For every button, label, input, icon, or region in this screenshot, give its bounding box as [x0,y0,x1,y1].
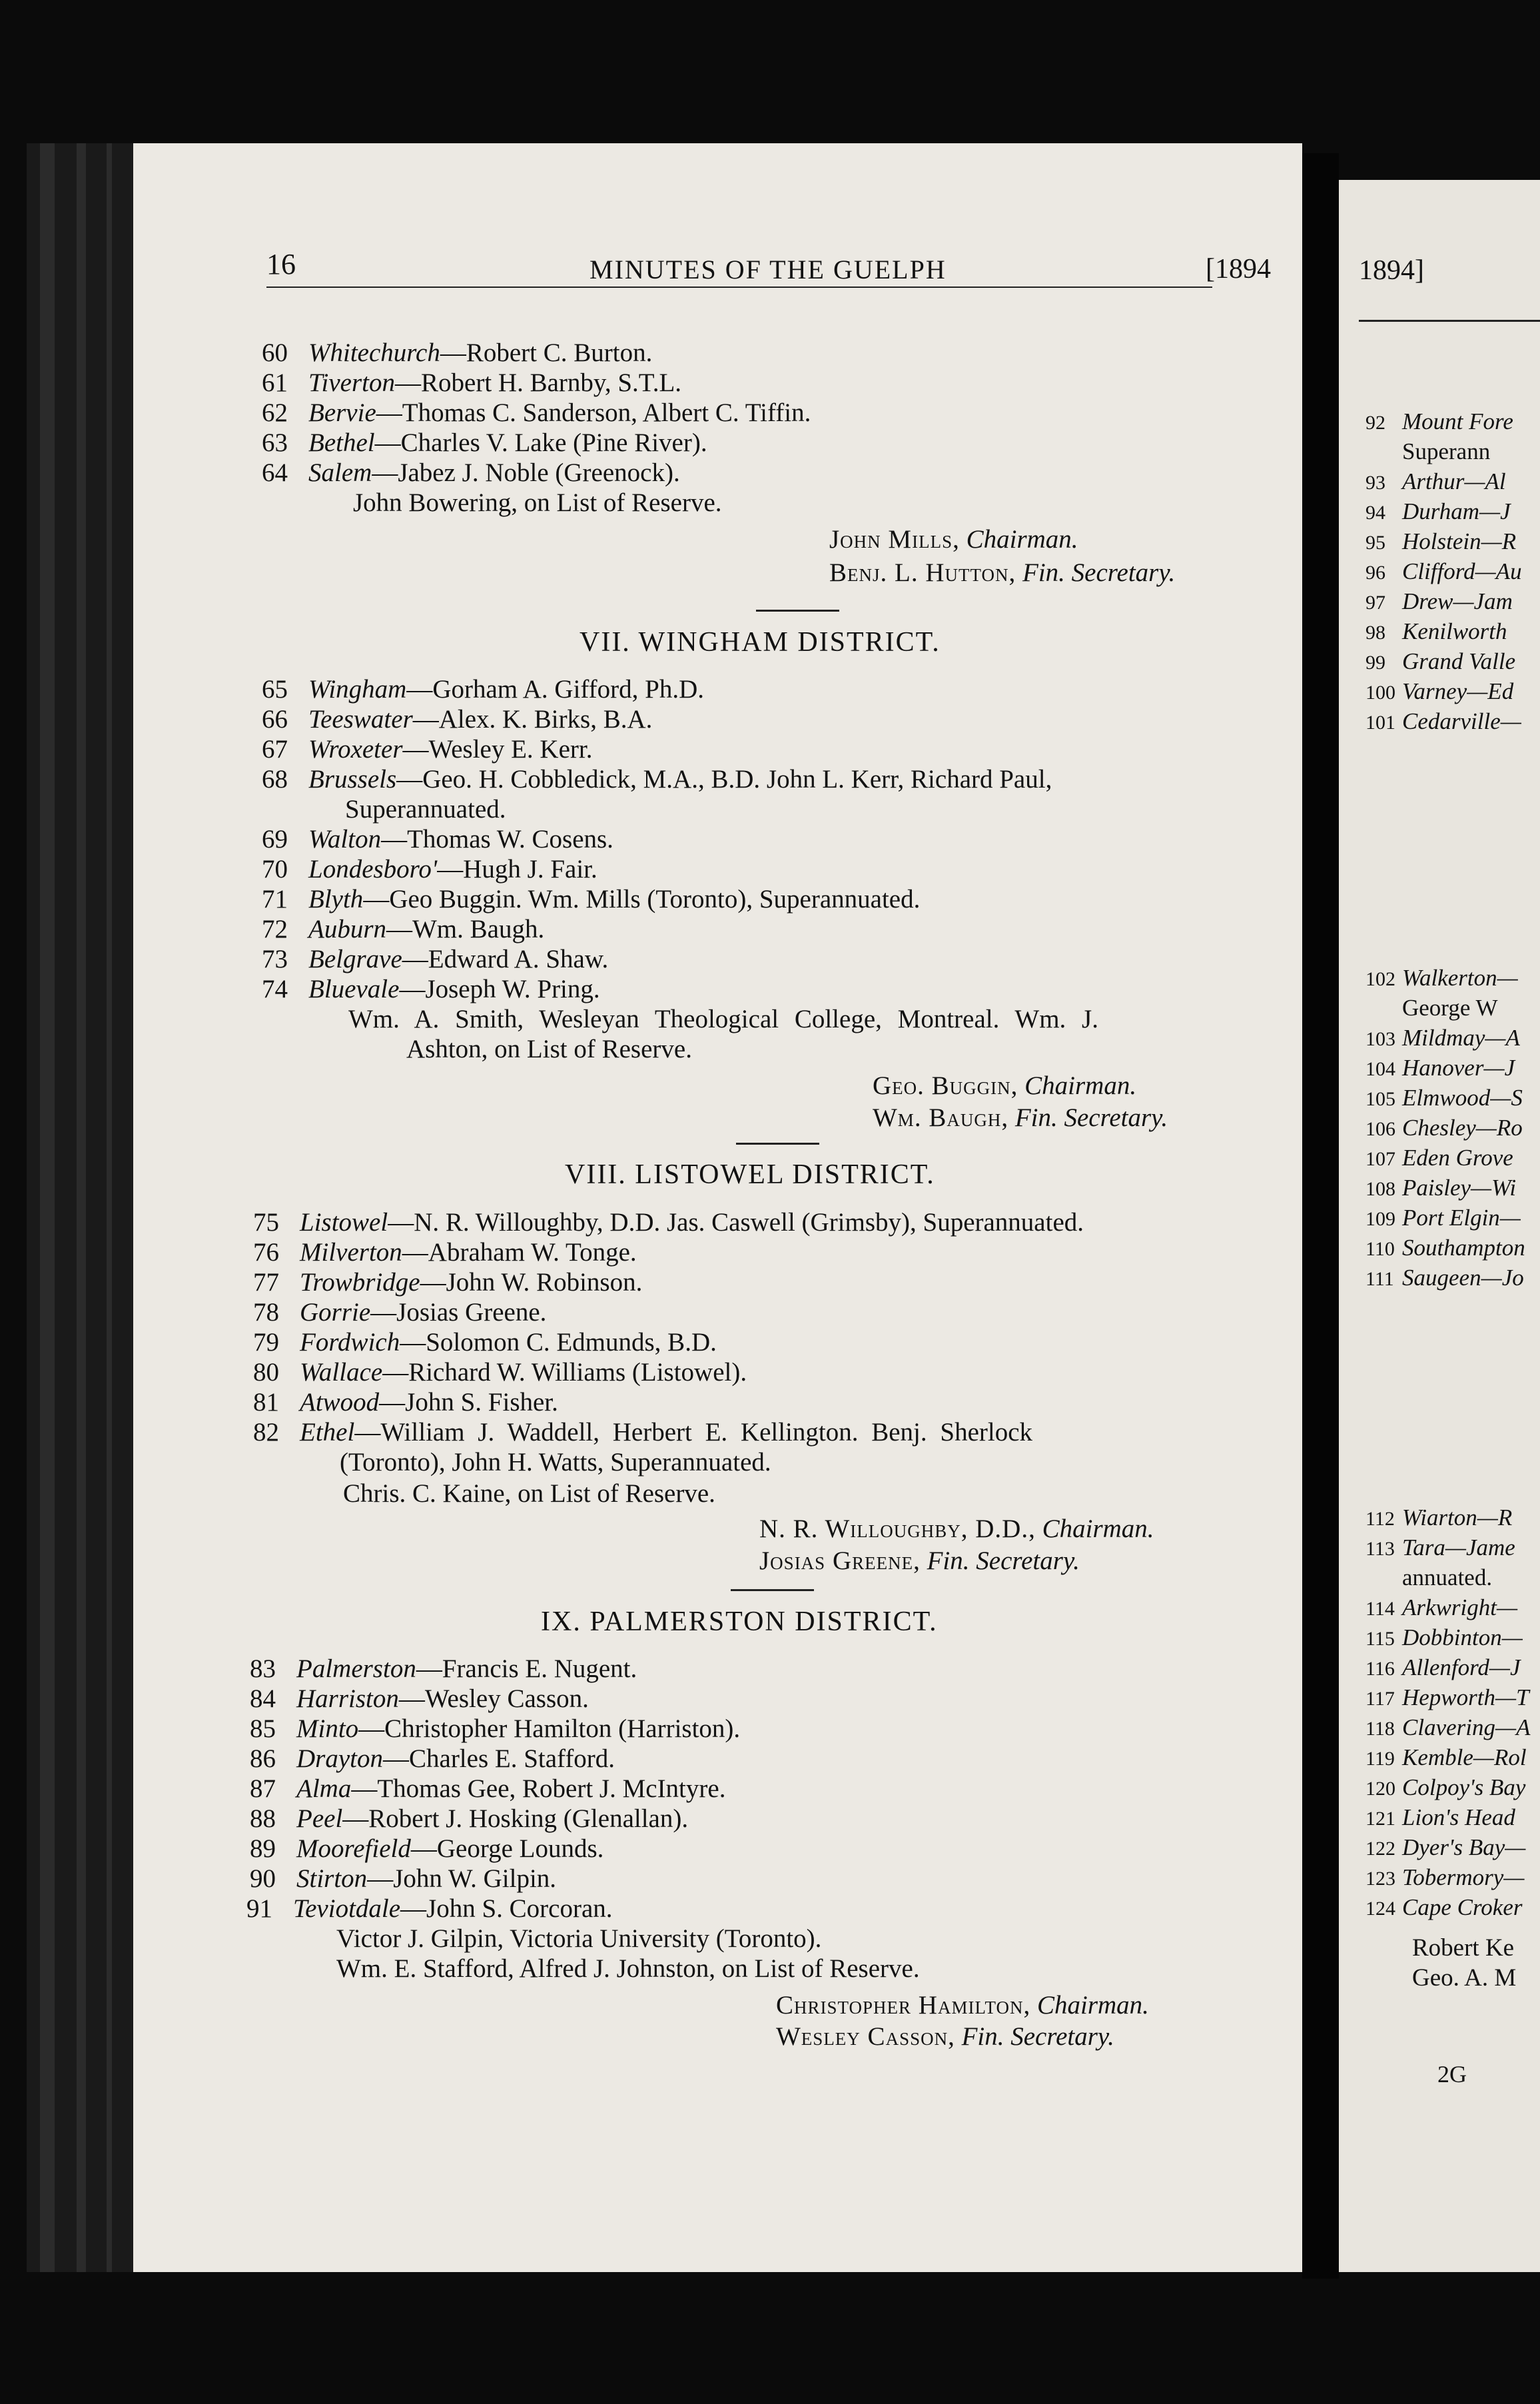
entry-85: 85 Minto—Christopher Hamilton (Harriston). [250,1714,741,1743]
entry-61: 61 Tiverton—Robert H. Barnby, S.T.L. [262,368,682,397]
book-edge [27,143,133,2272]
facing-line: 93 Arthur—Al [1365,468,1506,494]
entry-86: 86 Drayton—Charles E. Stafford. [250,1744,615,1773]
facing-line: 106 Chesley—Ro [1365,1115,1523,1141]
entry-84: 84 Harriston—Wesley Casson. [250,1684,589,1713]
facing-line: 103 Mildmay—A [1365,1025,1520,1051]
facing-line: 118 Clavering—A [1365,1714,1531,1740]
facing-line: 112 Wiarton—R [1365,1504,1513,1530]
facing-line: annuated. [1402,1564,1493,1590]
facing-line: Robert Ke [1412,1934,1515,1962]
book-gutter [1302,153,1339,2279]
facing-line: 97 Drew—Jam [1365,588,1513,614]
facing-line: 98 Kenilworth [1365,618,1507,644]
facing-line: George W [1402,995,1498,1021]
facing-line: 99 Grand Valle [1365,648,1516,674]
entry-87: 87 Alma—Thomas Gee, Robert J. McIntyre. [250,1774,726,1803]
facing-line: 108 Paisley—Wi [1365,1175,1517,1201]
facing-line: 94 Durham—J [1365,498,1511,524]
entry-73: 73 Belgrave—Edward A. Shaw. [262,945,609,973]
entry-64: 64 Salem—Jabez J. Noble (Greenock). [262,458,680,487]
running-title: MINUTES OF THE GUELPH [589,255,947,285]
facing-line: 124 Cape Croker [1365,1894,1523,1920]
facing-line: 117 Hepworth—T [1365,1684,1529,1710]
facing-line: 116 Allenford—J [1365,1654,1521,1680]
entry-66: 66 Teeswater—Alex. K. Birks, B.A. [262,705,653,734]
university-note: Victor J. Gilpin, Victoria University (Toronto). [336,1924,822,1953]
facing-line: Geo. A. M [1412,1964,1517,1992]
facing-line: 123 Tobermory— [1365,1864,1525,1890]
entry-76: 76 Milverton—Abraham W. Tonge. [253,1238,637,1267]
entry-77: 77 Trowbridge—John W. Robinson. [253,1268,643,1297]
entry-70: 70 Londesboro'—Hugh J. Fair. [262,855,597,884]
reserve-note: John Bowering, on List of Reserve. [353,488,722,517]
signature-chairman: N. R. Willoughby, D.D., Chairman. [759,1514,1154,1543]
entry-89: 89 Moorefield—George Lounds. [250,1834,604,1863]
facing-line: 121 Lion's Head [1365,1804,1515,1830]
facing-line: Superann [1402,438,1491,464]
facing-line: 92 Mount Fore [1365,408,1513,434]
facing-line: 102 Walkerton— [1365,965,1518,991]
signature-secretary: Wesley Casson, Fin. Secretary. [776,2022,1114,2051]
entry-75: 75 Listowel—N. R. Willoughby, D.D. Jas. Caswell (Grimsby), Superannuated. [253,1208,1084,1237]
entry-63: 63 Bethel—Charles V. Lake (Pine River). [262,428,707,457]
facing-line: 105 Elmwood—S [1365,1085,1523,1111]
facing-page [1339,180,1540,2272]
signature-mark: 2G [1437,2061,1467,2088]
header-rule [266,287,1212,288]
facing-line: 101 Cedarville— [1365,708,1521,734]
entry-69: 69 Walton—Thomas W. Cosens. [262,825,613,854]
facing-line: 119 Kemble—Rol [1365,1744,1527,1770]
facing-line: 96 Clifford—Au [1365,558,1522,584]
entry-90: 90 Stirton—John W. Gilpin. [250,1864,557,1893]
entry-80: 80 Wallace—Richard W. Williams (Listowel). [253,1358,747,1387]
entry-71: 71 Blyth—Geo Buggin. Wm. Mills (Toronto), Superannuated. [262,885,921,913]
entry-91: 91 Teviotdale—John S. Corcoran. [246,1894,613,1923]
section-divider [731,1589,814,1591]
facing-line: 107 Eden Grove [1365,1145,1513,1171]
facing-line: 122 Dyer's Bay— [1365,1834,1526,1860]
entry-72: 72 Auburn—Wm. Baugh. [262,915,545,943]
facing-line: 104 Hanover—J [1365,1055,1515,1081]
signature-secretary: Wm. Baugh, Fin. Secretary. [873,1103,1168,1132]
reserve-note: Chris. C. Kaine, on List of Reserve. [343,1479,715,1508]
page-number: 16 [266,248,296,281]
district-heading: IX. PALMERSTON DISTRICT. [541,1606,938,1637]
facing-line: 113 Tara—Jame [1365,1534,1515,1560]
facing-line: 95 Holstein—R [1365,528,1517,554]
reserve-note: Wm. E. Stafford, Alfred J. Johnston, on List of Reserve. [336,1954,920,1983]
entry-78: 78 Gorrie—Josias Greene. [253,1298,547,1327]
entry-62: 62 Bervie—Thomas C. Sanderson, Albert C. Tiffin. [262,398,811,427]
section-divider [736,1143,819,1145]
entry-74: 74 Bluevale—Joseph W. Pring. [262,975,600,1003]
facing-line: 111 Saugeen—Jo [1365,1265,1524,1291]
entry-88: 88 Peel—Robert J. Hosking (Glenallan). [250,1804,689,1833]
entry-65: 65 Wingham—Gorham A. Gifford, Ph.D. [262,675,705,704]
entry-81: 81 Atwood—John S. Fisher. [253,1388,558,1417]
facing-line: 114 Arkwright— [1365,1594,1518,1620]
running-year: [1894 [1206,254,1271,285]
college-note: Wm. A. Smith, Wesleyan Theological College, Montreal. Wm. J. [348,1005,1098,1033]
signature-secretary: Benj. L. Hutton, Fin. Secretary. [829,558,1176,587]
entry-82-continued: (Toronto), John H. Watts, Superannuated. [340,1448,771,1477]
district-heading: VIII. LISTOWEL DISTRICT. [565,1159,935,1190]
entry-68: 68 Brussels—Geo. H. Cobbledick, M.A., B.D. John L. Kerr, Richard Paul, [262,765,1052,794]
section-divider [756,610,839,612]
page-16 [133,143,1302,2272]
entry-79: 79 Fordwich—Solomon C. Edmunds, B.D. [253,1328,717,1357]
facing-year: 1894] [1359,255,1424,286]
signature-secretary: Josias Greene, Fin. Secretary. [759,1546,1080,1575]
entry-68-continued: Superannuated. [345,795,506,824]
facing-line: 100 Varney—Ed [1365,678,1514,704]
college-note-continued: Ashton, on List of Reserve. [406,1035,692,1063]
entry-67: 67 Wroxeter—Wesley E. Kerr. [262,735,593,764]
signature-chairman: Christopher Hamilton, Chairman. [776,1991,1149,2020]
facing-line: 120 Colpoy's Bay [1365,1774,1526,1800]
facing-line: 115 Dobbinton— [1365,1624,1523,1650]
signature-chairman: Geo. Buggin, Chairman. [873,1071,1137,1100]
entry-83: 83 Palmerston—Francis E. Nugent. [250,1654,637,1683]
facing-header-rule [1359,320,1540,322]
entry-60: 60 Whitechurch—Robert C. Burton. [262,338,653,367]
district-heading: VII. WINGHAM DISTRICT. [579,627,941,658]
facing-line: 110 Southampton [1365,1235,1525,1261]
entry-82: 82 Ethel—William J. Waddell, Herbert E. Kellington. Benj. Sherlock [253,1418,1033,1447]
signature-chairman: John Mills, Chairman. [829,525,1078,554]
facing-line: 109 Port Elgin— [1365,1205,1521,1231]
